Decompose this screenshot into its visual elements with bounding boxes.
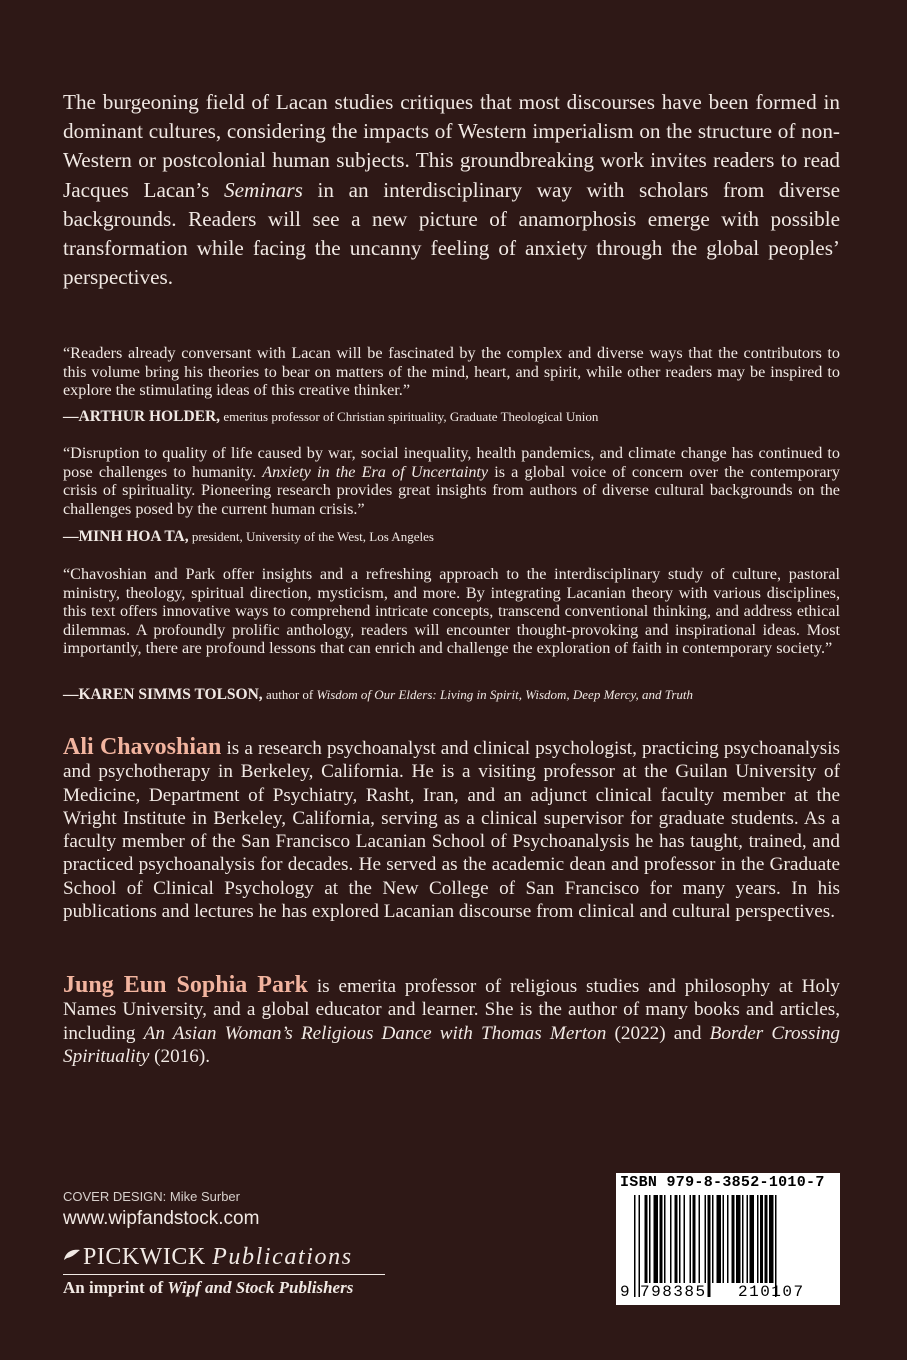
barcode-bar bbox=[723, 1195, 725, 1283]
publisher-logo bbox=[63, 1244, 353, 1271]
author-bio-chavoshian bbox=[63, 736, 840, 923]
credit-label: COVER DESIGN: bbox=[63, 1189, 167, 1204]
barcode-bar bbox=[670, 1195, 672, 1283]
barcode-bar bbox=[712, 1195, 714, 1283]
barcode-bar bbox=[639, 1195, 641, 1297]
barcode-bar bbox=[634, 1195, 636, 1297]
endorser-name: —ARTHUR HOLDER, bbox=[63, 408, 221, 425]
barcode-digits-right: 210107 bbox=[738, 1283, 805, 1301]
publisher-website: www.wipfandstock.com bbox=[63, 1208, 260, 1229]
barcode-bar bbox=[750, 1195, 755, 1283]
endorsement-quote-holder: “Readers already conversant with Lacan will be fascinated by the complex and diverse ways that the contributors to this volume bring his theories to bear on matters of the mind, heart, and spirit, while other readers may be inspired to explore the stimulating ideas of this creative thinker.” bbox=[63, 344, 840, 400]
endorsement-attribution-ta bbox=[63, 528, 853, 545]
bio-text-2: (2022) and bbox=[606, 1022, 710, 1044]
author-bio-park bbox=[63, 974, 840, 1068]
barcode-bar bbox=[747, 1195, 749, 1283]
barcode-bar bbox=[675, 1195, 678, 1283]
isbn-label: ISBN 979-8-3852-1010-7 bbox=[620, 1174, 825, 1191]
endorser-book-title: Wisdom of Our Elders: Living in Spirit, Wisdom, Deep Mercy, and Truth bbox=[316, 687, 693, 702]
back-cover-blurb bbox=[63, 88, 840, 292]
bio-text-1: is emerita professor of religious studies and philosophy at Holy Names University, and a global educator and learner. She is the author of many books and articles, including bbox=[63, 976, 840, 1044]
barcode-bar bbox=[664, 1195, 666, 1283]
blurb-text-1: The burgeoning field of Lacan studies critiques that most discourses have been formed in dominant cultures, considering the impacts of Western imperialism on the structure of non-Western or postcolonial human subjects. This groundbreaking work invites readers to read Jacques Lacan’s bbox=[63, 90, 840, 202]
endorsement-attribution-holder bbox=[63, 408, 853, 425]
bio-text-3: (2016). bbox=[149, 1045, 211, 1067]
publisher-name: PICKWICK bbox=[83, 1244, 206, 1270]
barcode-bar bbox=[693, 1195, 696, 1283]
book-title-italic: Anxiety in the Era of Uncertainty bbox=[262, 462, 489, 481]
barcode-bar bbox=[769, 1195, 774, 1283]
barcode-digits-left: 798385 bbox=[640, 1283, 707, 1301]
credit-name: Mike Surber bbox=[166, 1189, 240, 1204]
barcode-bar bbox=[645, 1195, 648, 1283]
barcode-bar bbox=[760, 1195, 763, 1283]
publisher-divider bbox=[63, 1274, 385, 1275]
barcode-bar bbox=[654, 1195, 659, 1283]
pickwick-leaf-icon bbox=[63, 1248, 81, 1262]
endorsement-quote-tolson: “Chavoshian and Park offer insights and a refreshing approach to the interdisciplinary study of culture, pastoral ministry, theology, spiritual direction, mysticism, and more. By integrating Lacanian theory with various disciplines, this text offers innovative ways to comprehend intricate concepts, transcend conventional thinking, and address ethical dilemmas. A profoundly prolific anthology, readers will encounter thought-provoking and inspirational ideas. Most importantly, there are profound lessons that can enrich and challenge the exploration of faith in contemporary society.” bbox=[63, 565, 840, 658]
endorser-affiliation-prefix: author of bbox=[265, 687, 317, 702]
barcode-bar bbox=[736, 1195, 741, 1283]
imprint-publisher: Wipf and Stock Publishers bbox=[167, 1278, 354, 1297]
blurb-seminars-title: Seminars bbox=[224, 177, 303, 202]
blurb-text-2: in an interdisciplinary way with scholars from diverse backgrounds. Readers will see a new picture of anamorphosis emerge with possible transformation while facing the uncanny feeling of anxiety through the global peoples’ perspectives. bbox=[63, 177, 840, 290]
bio-text: is a research psychoanalyst and clinical psychologist, practicing psychoanalysis and psychotherapy in Berkeley, California. He is a visiting professor at the Guilan University of Medicine, Department of Psychiatry, Rasht, Iran, and an adjunct clinical faculty member at the Wright Institute in Berkeley, California, serving as a clinical supervisor for graduate students. As a faculty member of the San Francisco Lacanian School of Psychoanalysis he has taught, trained, and practiced psychoanalysis for decades. He served as the academic dean and professor in the Graduate School of Clinical Psychology at the New College of San Francisco for many years. In his publications and lectures he has explored Lacanian discourse from clinical and cultural perspectives. bbox=[63, 738, 840, 923]
imprint-line bbox=[63, 1278, 353, 1298]
barcode-bar bbox=[775, 1195, 777, 1297]
cover-design-credit bbox=[63, 1189, 240, 1204]
endorsement-quote-ta bbox=[63, 444, 840, 518]
barcode-bar bbox=[742, 1195, 744, 1283]
quote-text-2: is a global voice of concern over the contemporary crisis of spirituality. Pioneering research provides great insights from authors of diverse cultural backgrounds on the challenges posed by the current human crisis.” bbox=[63, 462, 841, 518]
quote-text-1: “Disruption to quality of life caused by war, social inequality, health pandemics, and climate change has continued to pose challenges to humanity. bbox=[63, 444, 840, 481]
endorser-affiliation: emeritus professor of Christian spirituality, Graduate Theological Union bbox=[223, 409, 599, 424]
barcode-bar bbox=[679, 1195, 681, 1283]
barcode-bar bbox=[717, 1195, 722, 1283]
barcode-bar bbox=[705, 1195, 707, 1283]
endorser-name: —KAREN SIMMS TOLSON, bbox=[63, 686, 263, 703]
author-name: Jung Eun Sophia Park bbox=[63, 972, 308, 998]
bio-book-title-2: Border Crossing Spirituality bbox=[63, 1022, 841, 1067]
barcode-bar bbox=[699, 1195, 701, 1283]
barcode-bar bbox=[649, 1195, 651, 1283]
endorser-affiliation: president, University of the West, Los Angeles bbox=[191, 529, 434, 544]
barcode-digits bbox=[616, 1283, 840, 1303]
endorser-name: —MINH HOA TA, bbox=[63, 528, 189, 545]
barcode-bar bbox=[765, 1195, 768, 1283]
publisher-suffix: Publications bbox=[212, 1244, 353, 1270]
endorsement-attribution-tolson bbox=[63, 686, 853, 703]
barcode-bar bbox=[757, 1195, 759, 1283]
barcode-bar bbox=[708, 1195, 711, 1297]
author-name: Ali Chavoshian bbox=[63, 734, 222, 760]
barcode-bar bbox=[660, 1195, 663, 1283]
imprint-prefix: An imprint of bbox=[63, 1278, 168, 1297]
barcode-bar bbox=[690, 1195, 692, 1283]
barcode-bar bbox=[727, 1195, 729, 1283]
isbn-barcode bbox=[616, 1173, 840, 1305]
barcode-bar bbox=[684, 1195, 686, 1283]
bio-book-title-1: An Asian Woman’s Religious Dance with Thomas Merton bbox=[143, 1022, 607, 1044]
barcode-digit-lead: 9 bbox=[620, 1283, 630, 1301]
barcode-bar bbox=[732, 1195, 735, 1283]
